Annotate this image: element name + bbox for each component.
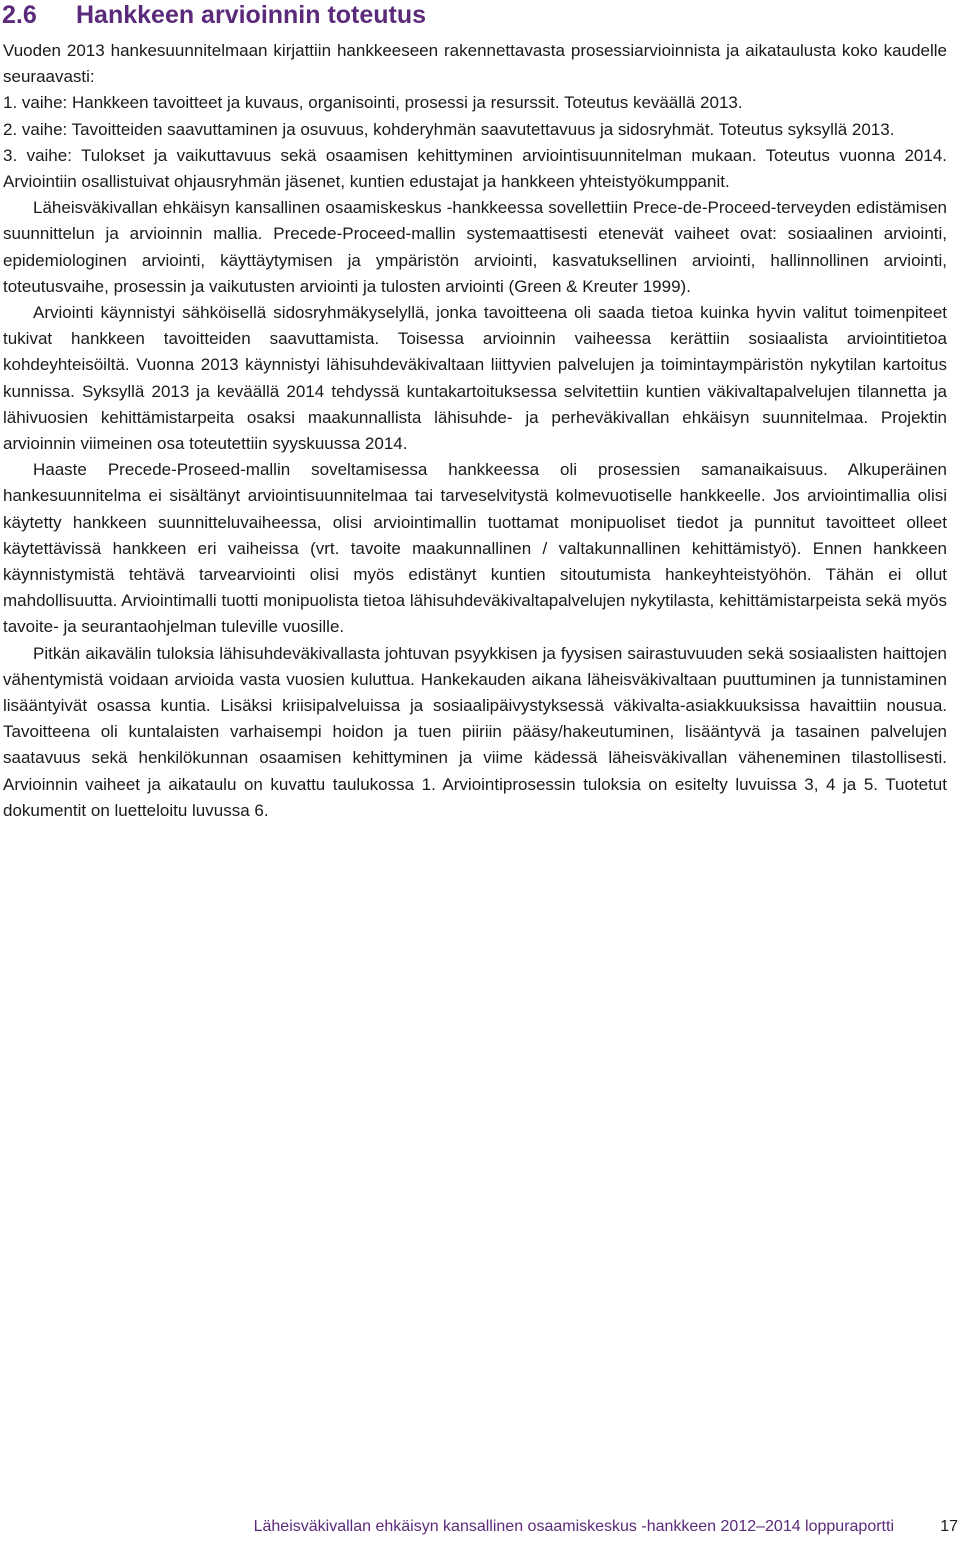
paragraph-challenge: Haaste Precede-Proseed-mallin soveltamisessa hankkeessa oli prosessien samanaikaisuus. Alkuperäinen hankesuunnitelma ei sisältänyt arviointisuunnitelmaa tai tarveselvitystä kolmevuotiselle hankkeelle. Jos arviointimallia olisi käytetty hankkeen suunnitteluvaiheessa, olisi arviointimallin tuottamat monipuoliset tiedot ja punnitut tavoitteet olleet käytettävissä hankkeen eri vaiheissa (vrt. tavoite maakunnallinen / valtakunnallinen kehittämistyö). Ennen hankkeen käynnistymistä tehtävä tarvearviointi olisi myös edistänyt kuntien sitoutumista hankeyhteistyöhön. Tähän ei ollut mahdollisuutta. Arviointimalli tuotti monipuolista tietoa lähisuhdeväkivaltapalvelujen nykytilasta, kehittämistarpeista sekä myös tavoite- ja seurantaohjelman tuleville vuosille. — [3, 460, 947, 637]
footer-report-title: Läheisväkivallan ehkäisyn kansallinen osaamiskeskus -hankkeen 2012–2014 loppuraportti — [253, 1518, 894, 1535]
paragraph-long-term-results: Pitkän aikavälin tuloksia lähisuhdeväkivallasta johtuvan psyykkisen ja fyysisen sairastuvuuden sekä sosiaalisten haittojen vähentymistä voidaan arvioida vasta vuosien kuluttua. Hankekauden aikana läheisväkivaltaan puuttuminen ja tunnistaminen lisääntyivät osassa kuntia. Lisäksi kriisipalveluissa ja sosiaalipäivystyksessä väkivalta-asiakkuuksissa havaittiin nousua. Tavoitteena oli kuntalaisten varhaisempi hoidon ja tuen piiriin pääsy/hakeutuminen, lisääntyvä ja tasainen palvelujen saatavuus sekä henkilökunnan osaamisen kehittyminen ja viime kädessä läheisväkivallan väheneminen tilastollisesti. Arvioinnin vaiheet ja aikataulu on kuvattu taulukossa 1. Arviointiprosessin tuloksia on esitelty luvuissa 3, 4 ja 5. Tuotetut dokumentit on luetteloitu luvussa 6. — [3, 643, 947, 820]
paragraph-intro: Vuoden 2013 hankesuunnitelmaan kirjattiin hankkeeseen rakennettavasta prosessiarvioinnista ja aikataulusta koko kaudelle seuraavasti: — [3, 41, 947, 87]
body-text — [3, 38, 947, 824]
section-title: Hankkeen arvioinnin toteutus — [76, 1, 427, 29]
paragraph-phase-1: 1. vaihe: Hankkeen tavoitteet ja kuvaus, organisointi, prosessi ja resurssit. Toteutus keväällä 2013. — [3, 93, 743, 113]
page-footer — [0, 1516, 960, 1538]
page-number: 17 — [940, 1518, 958, 1535]
paragraph-phase-3: 3. vaihe: Tulokset ja vaikuttavuus sekä osaamisen kehittyminen arviointisuunnitelman mukaan. Toteutus vuonna 2014. Arviointiin osallistuivat ohjausryhmän jäsenet, kuntien edustajat ja hankkeen yhteistyökumppanit. — [3, 145, 947, 192]
section-heading — [2, 0, 426, 30]
paragraph-model: Läheisväkivallan ehkäisyn kansallinen osaamiskeskus -hankkeessa sovellettiin Prece-de-Proceed-terveyden edistämisen suunnittelun ja arvioinnin mallia. Precede-Proceed-mallin systemaattisesti etenevät vaiheet ovat: sosiaalinen arviointi, epidemiologinen arviointi, käyttäytymisen ja ympäristön arviointi, kasvatuksellinen arviointi, hallinnollinen arviointi, toteutusvaihe, prosessin ja vaikutusten arviointi ja tulosten arviointi (Green & Kreuter 1999). — [3, 198, 947, 296]
section-number: 2.6 — [2, 1, 37, 29]
paragraph-evaluation-start: Arviointi käynnistyi sähköisellä sidosryhmäkyselyllä, jonka tavoitteena oli saada tietoa kuinka hyvin valitut toimenpiteet tukivat hankkeen tavoitteiden saavuttamista. Toisessa arvioinnin vaiheessa kerättiin sosiaalista arviointitietoa kohdeyhteisöiltä. Vuonna 2013 käynnistyi lähisuhdeväkivaltaan liittyvien palvelujen ja toimintaympäristön nykytilan kartoitus kunnissa. Syksyllä 2013 ja keväällä 2014 tehdyssä kuntakartoituksessa selvitettiin kuntien väkivaltapalvelujen tilannetta ja lähivuosien kehittämistarpeita osaksi maakunnallista lähisuhde- ja perheväkivallan ehkäisyn suunnitelmaa. Projektin arvioinnin viimeinen osa toteutettiin syyskuussa 2014. — [3, 303, 947, 454]
paragraph-phase-2: 2. vaihe: Tavoitteiden saavuttaminen ja osuvuus, kohderyhmän saavutettavuus ja sidosryhmät. Toteutus syksyllä 2013. — [3, 119, 895, 139]
